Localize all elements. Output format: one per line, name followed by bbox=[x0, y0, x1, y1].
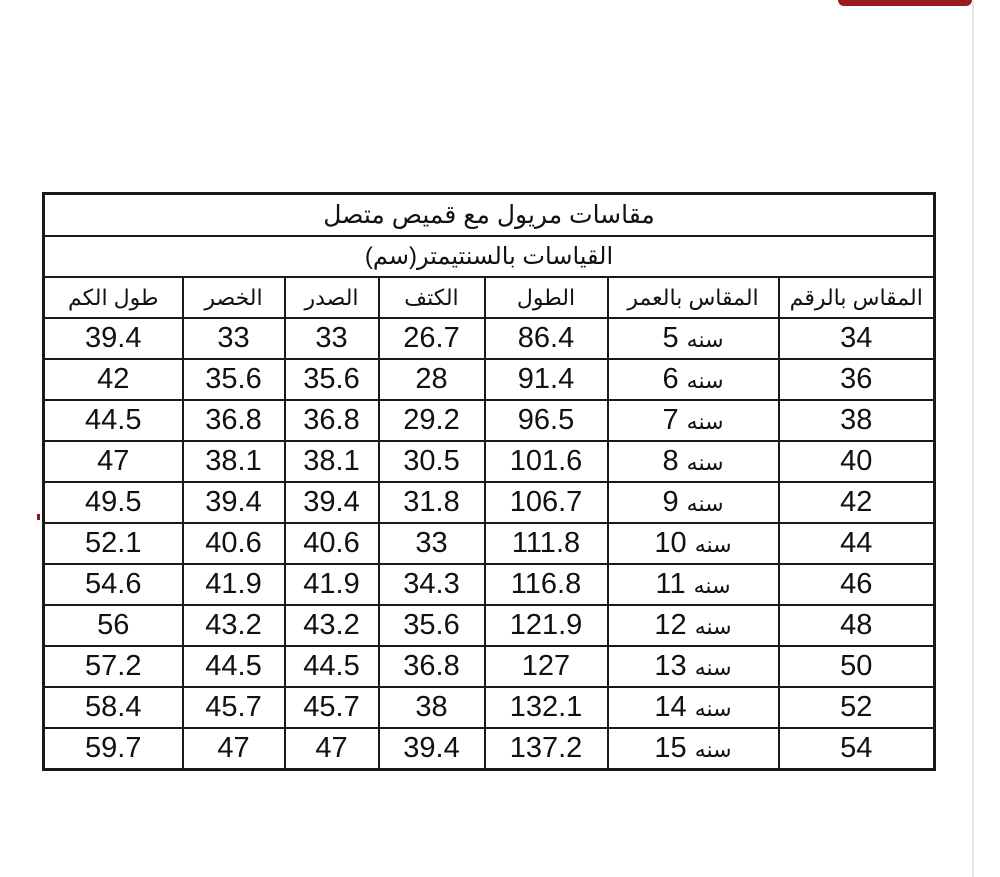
cell-shoulder: 39.4 bbox=[379, 728, 485, 770]
cell-size-by-age bbox=[608, 441, 779, 482]
cell-size-by-age bbox=[608, 646, 779, 687]
cell-shoulder: 29.2 bbox=[379, 400, 485, 441]
table-row bbox=[44, 728, 935, 770]
cell-chest: 35.6 bbox=[285, 359, 379, 400]
age-unit-label: سنه bbox=[694, 737, 732, 762]
cell-shoulder: 35.6 bbox=[379, 605, 485, 646]
cell-waist: 44.5 bbox=[183, 646, 285, 687]
cell-waist: 38.1 bbox=[183, 441, 285, 482]
header-row bbox=[44, 277, 935, 318]
header-chest: الصدر bbox=[285, 277, 379, 318]
page-edge-divider bbox=[972, 0, 974, 877]
cell-length: 116.8 bbox=[485, 564, 608, 605]
cell-waist: 35.6 bbox=[183, 359, 285, 400]
cell-waist: 41.9 bbox=[183, 564, 285, 605]
cell-size-by-age bbox=[608, 359, 779, 400]
cell-waist: 47 bbox=[183, 728, 285, 770]
table-row bbox=[44, 523, 935, 564]
age-unit-label: سنه bbox=[693, 573, 731, 598]
cell-chest: 39.4 bbox=[285, 482, 379, 523]
age-value: 11 bbox=[655, 568, 686, 600]
table-row bbox=[44, 564, 935, 605]
age-value: 6 bbox=[662, 363, 679, 395]
cell-chest: 47 bbox=[285, 728, 379, 770]
age-value: 14 bbox=[654, 691, 687, 723]
cell-size-by-age bbox=[608, 564, 779, 605]
cell-shoulder: 31.8 bbox=[379, 482, 485, 523]
age-unit-label: سنه bbox=[694, 614, 732, 639]
table-subtitle: القياسات بالسنتيمتر(سم) bbox=[44, 236, 935, 277]
cell-shoulder: 36.8 bbox=[379, 646, 485, 687]
cell-size-by-age bbox=[608, 318, 779, 359]
age-value: 15 bbox=[654, 732, 687, 764]
age-unit-label: سنه bbox=[694, 696, 732, 721]
cell-size-by-number: 52 bbox=[779, 687, 935, 728]
cell-size-by-age bbox=[608, 400, 779, 441]
cell-waist: 43.2 bbox=[183, 605, 285, 646]
cell-chest: 41.9 bbox=[285, 564, 379, 605]
age-value: 7 bbox=[662, 404, 679, 436]
cell-sleeve-length: 57.2 bbox=[44, 646, 183, 687]
cell-length: 111.8 bbox=[485, 523, 608, 564]
cell-sleeve-length: 59.7 bbox=[44, 728, 183, 770]
cell-size-by-number: 44 bbox=[779, 523, 935, 564]
cell-shoulder: 34.3 bbox=[379, 564, 485, 605]
age-unit-label: سنه bbox=[686, 450, 724, 475]
age-unit-label: سنه bbox=[686, 368, 724, 393]
cell-length: 101.6 bbox=[485, 441, 608, 482]
cell-shoulder: 30.5 bbox=[379, 441, 485, 482]
header-size-by-age: المقاس بالعمر bbox=[608, 277, 779, 318]
cell-sleeve-length: 58.4 bbox=[44, 687, 183, 728]
cell-shoulder: 38 bbox=[379, 687, 485, 728]
cell-length: 127 bbox=[485, 646, 608, 687]
cell-shoulder: 33 bbox=[379, 523, 485, 564]
age-value: 9 bbox=[662, 486, 679, 518]
cell-size-by-age bbox=[608, 687, 779, 728]
cell-sleeve-length: 49.5 bbox=[44, 482, 183, 523]
table-row bbox=[44, 646, 935, 687]
cell-chest: 40.6 bbox=[285, 523, 379, 564]
cell-sleeve-length: 42 bbox=[44, 359, 183, 400]
cell-size-by-number: 46 bbox=[779, 564, 935, 605]
cell-length: 86.4 bbox=[485, 318, 608, 359]
cell-waist: 45.7 bbox=[183, 687, 285, 728]
cell-shoulder: 26.7 bbox=[379, 318, 485, 359]
table-row bbox=[44, 318, 935, 359]
cell-sleeve-length: 54.6 bbox=[44, 564, 183, 605]
table-row bbox=[44, 359, 935, 400]
cell-size-by-number: 34 bbox=[779, 318, 935, 359]
cell-size-by-age bbox=[608, 728, 779, 770]
table-title: مقاسات مريول مع قميص متصل bbox=[44, 194, 935, 237]
cell-size-by-number: 50 bbox=[779, 646, 935, 687]
cell-size-by-age bbox=[608, 605, 779, 646]
cell-chest: 44.5 bbox=[285, 646, 379, 687]
cell-size-by-number: 38 bbox=[779, 400, 935, 441]
cell-size-by-number: 40 bbox=[779, 441, 935, 482]
cell-length: 96.5 bbox=[485, 400, 608, 441]
age-unit-label: سنه bbox=[694, 532, 732, 557]
cell-waist: 39.4 bbox=[183, 482, 285, 523]
cell-length: 121.9 bbox=[485, 605, 608, 646]
cell-size-by-age bbox=[608, 523, 779, 564]
header-shoulder: الكتف bbox=[379, 277, 485, 318]
table-row bbox=[44, 687, 935, 728]
cell-size-by-number: 54 bbox=[779, 728, 935, 770]
header-waist: الخصر bbox=[183, 277, 285, 318]
cell-sleeve-length: 39.4 bbox=[44, 318, 183, 359]
margin-mark bbox=[37, 514, 40, 520]
age-value: 10 bbox=[654, 527, 687, 559]
age-value: 8 bbox=[662, 445, 679, 477]
cell-sleeve-length: 47 bbox=[44, 441, 183, 482]
cell-size-by-age bbox=[608, 482, 779, 523]
age-unit-label: سنه bbox=[686, 327, 724, 352]
cell-length: 137.2 bbox=[485, 728, 608, 770]
cell-length: 106.7 bbox=[485, 482, 608, 523]
cell-chest: 43.2 bbox=[285, 605, 379, 646]
header-sleeve-length: طول الكم bbox=[44, 277, 183, 318]
cell-sleeve-length: 44.5 bbox=[44, 400, 183, 441]
cell-length: 91.4 bbox=[485, 359, 608, 400]
cell-chest: 45.7 bbox=[285, 687, 379, 728]
cell-size-by-number: 36 bbox=[779, 359, 935, 400]
cell-waist: 40.6 bbox=[183, 523, 285, 564]
cell-size-by-number: 48 bbox=[779, 605, 935, 646]
cell-shoulder: 28 bbox=[379, 359, 485, 400]
age-value: 13 bbox=[654, 650, 687, 682]
cell-chest: 36.8 bbox=[285, 400, 379, 441]
table-row bbox=[44, 400, 935, 441]
header-length: الطول bbox=[485, 277, 608, 318]
table-row bbox=[44, 605, 935, 646]
top-accent-bar bbox=[838, 0, 972, 6]
age-value: 12 bbox=[654, 609, 687, 641]
table-row bbox=[44, 441, 935, 482]
age-unit-label: سنه bbox=[694, 655, 732, 680]
cell-waist: 36.8 bbox=[183, 400, 285, 441]
cell-chest: 33 bbox=[285, 318, 379, 359]
cell-sleeve-length: 52.1 bbox=[44, 523, 183, 564]
header-size-by-number: المقاس بالرقم bbox=[779, 277, 935, 318]
cell-size-by-number: 42 bbox=[779, 482, 935, 523]
size-chart-table bbox=[42, 192, 936, 771]
cell-sleeve-length: 56 bbox=[44, 605, 183, 646]
cell-waist: 33 bbox=[183, 318, 285, 359]
cell-length: 132.1 bbox=[485, 687, 608, 728]
age-unit-label: سنه bbox=[686, 491, 724, 516]
age-unit-label: سنه bbox=[686, 409, 724, 434]
cell-chest: 38.1 bbox=[285, 441, 379, 482]
table-row bbox=[44, 482, 935, 523]
age-value: 5 bbox=[662, 322, 679, 354]
